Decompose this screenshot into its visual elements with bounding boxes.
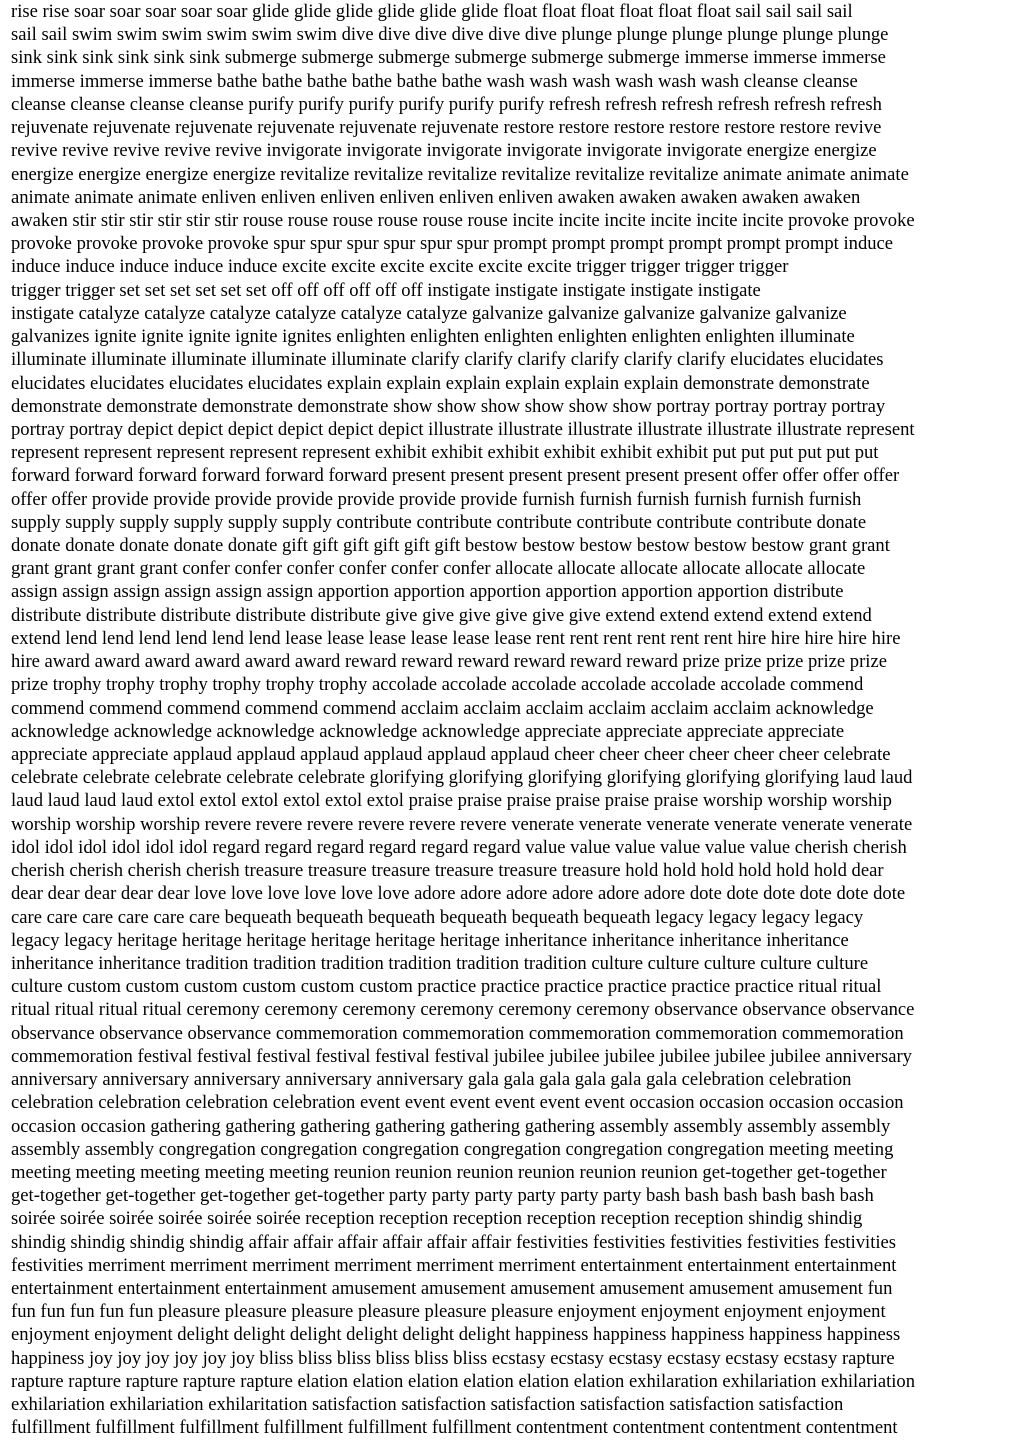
text-line-40: care care care care care care bequeath bequeath bequeath bequeath bequeath bequeath legacy legacy legacy legacy [11,906,864,928]
text-line-21: forward forward forward forward forward forward present present present present present present offer offer offer offer [11,465,900,487]
text-line-43: culture custom custom custom custom custom custom practice practice practice practice practice practice ritual ritual [11,976,882,998]
text-line-10: awaken stir stir stir stir stir stir rouse rouse rouse rouse rouse rouse incite incite incite incite incite incite provoke provoke [11,209,915,231]
text-line-12: induce induce induce induce induce excite excite excite excite excite excite trigger trigger trigger trigger [11,256,789,278]
text-line-54: shindig shindig shindig shindig affair affair affair affair affair affair festivities festivities festivities festivities festivities [11,1231,897,1253]
text-line-45: observance observance observance commemoration commemoration commemoration commemoration commemoration [11,1022,904,1044]
text-line-48: celebration celebration celebration celebration event event event event event event occasion occasion occasion occasion [11,1092,904,1114]
document-text [11,0,1017,1440]
text-line-38: cherish cherish cherish cherish treasure treasure treasure treasure treasure treasure hold hold hold hold hold hold dear [11,860,884,882]
text-line-18: demonstrate demonstrate demonstrate demonstrate show show show show show show portray portray portray portray [11,395,886,417]
text-line-25: grant grant grant grant confer confer confer confer confer confer allocate allocate allocate allocate allocate allocate [11,558,866,580]
text-line-13: trigger trigger set set set set set set off off off off off off instigate instigate instigate instigate instigate [11,279,761,301]
text-line-33: appreciate appreciate applaud applaud applaud applaud applaud applaud cheer cheer cheer cheer cheer cheer celebrate [11,744,891,765]
text-line-17: elucidates elucidates elucidates elucidates explain explain explain explain explain explain demonstrate demonstrate [11,372,870,394]
text-line-11: provoke provoke provoke provoke spur spur spur spur spur spur prompt prompt prompt prompt prompt prompt induce [11,233,894,255]
text-line-8: energize energize energize energize revitalize revitalize revitalize revitalize revitalize revitalize animate animate animate [11,163,909,185]
text-line-29: hire award award award award award award reward reward reward reward reward reward prize prize prize prize prize [11,651,887,673]
text-line-42: inheritance inheritance tradition tradition tradition tradition tradition tradition culture culture culture culture culture [11,952,869,974]
text-line-31: commend commend commend commend commend acclaim acclaim acclaim acclaim acclaim acclaim acknowledge [11,697,874,719]
text-line-53: soirée soirée soirée soirée soirée soirée reception reception reception reception reception reception shindig shindig [11,1208,863,1230]
text-line-5: cleanse cleanse cleanse cleanse purify purify purify purify purify purify refresh refresh refresh refresh refresh refresh [11,93,882,115]
text-line-30: prize trophy trophy trophy trophy trophy trophy accolade accolade accolade accolade accolade accolade commend [11,674,864,696]
text-line-34: celebrate celebrate celebrate celebrate celebrate glorifying glorifying glorifying glorifying glorifying glorifying laud laud [11,767,913,789]
text-line-9: animate animate animate enliven enliven enliven enliven enliven enliven awaken awaken awaken awaken awaken [11,186,861,208]
text-line-55: festivities merriment merriment merriment merriment merriment merriment entertainment entertainment entertainment [11,1254,897,1276]
text-line-16: illuminate illuminate illuminate illuminate illuminate clarify clarify clarify clarify clarify clarify elucidates elucidates [11,349,884,371]
text-line-37: idol idol idol idol idol idol regard regard regard regard regard regard value value value value value value cherish cherish [11,836,907,858]
text-line-59: happiness joy joy joy joy joy joy bliss bliss bliss bliss bliss bliss ecstasy ecstasy ecstasy ecstasy ecstasy ecstasy rapture [11,1347,895,1369]
text-line-46: commemoration festival festival festival festival festival festival jubilee jubilee jubilee jubilee jubilee jubilee anniversary [11,1045,912,1067]
text-line-52: get-together get-together get-together get-together party party party party party party bash bash bash bash bash bash [11,1185,874,1207]
text-line-50: assembly assembly congregation congregation congregation congregation congregation congregation meeting meeting [11,1138,894,1160]
text-line-49: occasion occasion gathering gathering gathering gathering gathering gathering assembly assembly assembly assembly [11,1115,891,1137]
text-line-51: meeting meeting meeting meeting meeting reunion reunion reunion reunion reunion reunion get-together get-together [11,1161,887,1183]
text-line-6: rejuvenate rejuvenate rejuvenate rejuvenate rejuvenate rejuvenate restore restore restore restore restore restore revive [11,117,882,139]
text-line-7: revive revive revive revive revive invigorate invigorate invigorate invigorate invigorate invigorate energize energize [11,140,877,162]
text-line-58: enjoyment enjoyment delight delight delight delight delight delight happiness happiness happiness happiness happiness [11,1324,901,1346]
text-line-57: fun fun fun fun fun pleasure pleasure pleasure pleasure pleasure pleasure enjoyment enjoyment enjoyment enjoyment [11,1301,886,1323]
text-line-41: legacy legacy heritage heritage heritage heritage heritage heritage inheritance inheritance inheritance inheritance [11,929,849,951]
text-line-56: entertainment entertainment entertainment amusement amusement amusement amusement amusement amusement fun [11,1278,893,1300]
text-line-36: worship worship worship revere revere revere revere revere revere venerate venerate venerate venerate venerate venerate [11,813,913,835]
text-line-1: rise rise soar soar soar soar soar glide glide glide glide glide glide float float float float float float sail sail sail sail [11,1,853,22]
text-line-2: sail sail swim swim swim swim swim swim dive dive dive dive dive dive plunge plunge plunge plunge plunge plunge [11,24,889,46]
text-line-4: immerse immerse immerse bathe bathe bathe bathe bathe bathe wash wash wash wash wash wash cleanse cleanse [11,70,858,92]
text-line-3: sink sink sink sink sink sink submerge submerge submerge submerge submerge submerge immerse immerse immerse [11,47,886,69]
text-line-35: laud laud laud laud extol extol extol extol extol extol praise praise praise praise praise praise worship worship worship [11,790,892,812]
text-line-44: ritual ritual ritual ritual ceremony ceremony ceremony ceremony ceremony ceremony observance observance observance [11,999,915,1021]
text-line-15: galvanizes ignite ignite ignite ignite ignites enlighten enlighten enlighten enlighten enlighten enlighten illuminate [11,326,855,348]
text-line-61: exhilariation exhilariation exhilaritation satisfaction satisfaction satisfaction satisfaction satisfaction satisfaction [11,1394,844,1416]
text-line-62: fulfillment fulfillment fulfillment fulfillment fulfillment fulfillment contentment contentment contentment contentment [11,1417,898,1439]
text-line-19: portray portray depict depict depict depict depict depict illustrate illustrate illustrate illustrate illustrate illustrate represent [11,418,915,440]
text-line-28: extend lend lend lend lend lend lend lease lease lease lease lease lease rent rent rent rent rent rent hire hire hire hire hire [11,627,901,649]
text-line-27: distribute distribute distribute distribute distribute give give give give give give extend extend extend extend extend [11,604,872,626]
text-line-22: offer offer provide provide provide provide provide provide provide furnish furnish furnish furnish furnish furnish [11,488,862,510]
text-line-23: supply supply supply supply supply supply contribute contribute contribute contribute contribute contribute donate [11,511,867,533]
text-line-26: assign assign assign assign assign assign apportion apportion apportion apportion apportion apportion distribute [11,581,844,603]
text-line-14: instigate catalyze catalyze catalyze catalyze catalyze catalyze galvanize galvanize galvanize galvanize galvanize [11,302,847,324]
text-line-32: acknowledge acknowledge acknowledge acknowledge acknowledge appreciate appreciate appreciate appreciate [11,720,845,742]
text-line-20: represent represent represent represent represent exhibit exhibit exhibit exhibit exhibit exhibit put put put put put put [11,442,879,464]
text-line-47: anniversary anniversary anniversary anniversary anniversary gala gala gala gala gala gala celebration celebration [11,1069,852,1091]
text-line-39: dear dear dear dear dear love love love love love love adore adore adore adore adore adore dote dote dote dote dote dote [11,883,906,905]
text-line-60: rapture rapture rapture rapture rapture elation elation elation elation elation elation exhilaration exhilariation exhilariation [11,1370,915,1392]
text-line-24: donate donate donate donate donate gift gift gift gift gift gift bestow bestow bestow bestow bestow bestow grant grant [11,535,890,557]
